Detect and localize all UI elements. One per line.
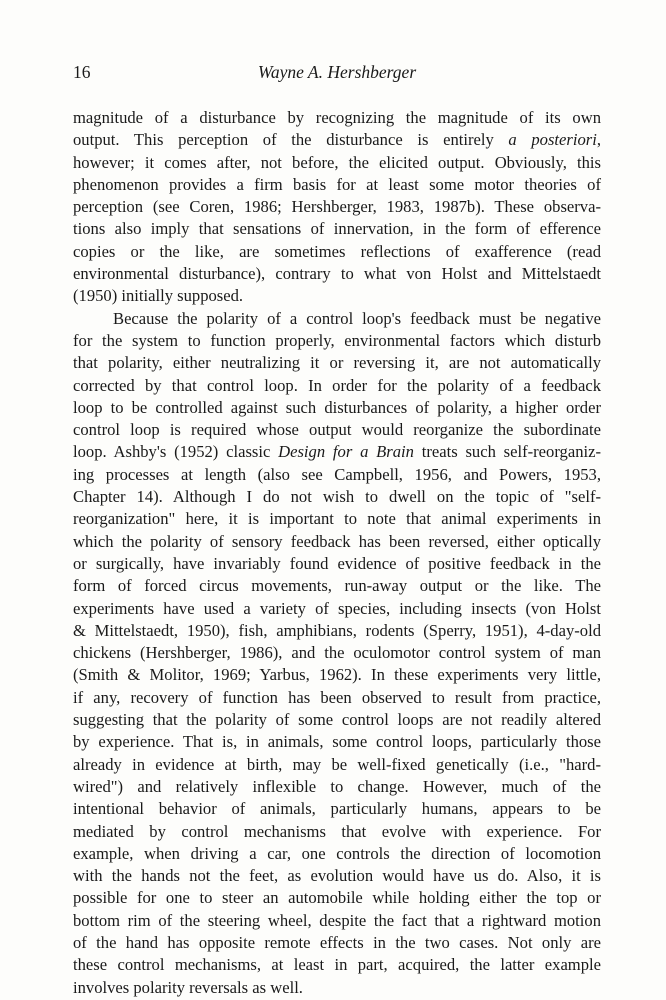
text-line: by experience. That is, in animals, some control loops, particularly those — [73, 732, 601, 752]
text-line: magnitude of a disturbance by recognizing the magnitude of its own — [73, 108, 601, 127]
text-line: loop to be controlled against such disturbances of polarity, a higher order — [73, 397, 601, 417]
body-text — [73, 107, 601, 999]
text-line: involves polarity reversals as well. — [73, 977, 303, 997]
text-line: however; it comes after, not before, the elicited output. Obviously, this — [73, 152, 601, 172]
italic-title: a posteriori — [508, 130, 597, 150]
text-line: control loop is required whose output would reorganize the subordinate — [73, 420, 601, 440]
text-line: ing processes at length (also see Campbell, 1956, and Powers, 1953, — [73, 464, 601, 484]
text-line: (1950) initially supposed. — [73, 286, 244, 306]
text-line: & Mittelstaedt, 1950), fish, amphibians, rodents (Sperry, 1951), 4-day-old — [73, 620, 601, 640]
text-line: which the polarity of sensory feedback has been reversed, either optically — [73, 531, 601, 551]
text-line: corrected by that control loop. In order for the polarity of a feedback — [73, 375, 601, 395]
text-line: suggesting that the polarity of some control loops are not readily altered — [73, 710, 601, 730]
text-line: possible for one to steer an automobile while holding either the top or — [73, 888, 601, 908]
text-line: output. This perception of the disturbance is entirely a posteriori, — [73, 130, 601, 150]
text-line: experiments have used a variety of species, including insects (von Holst — [73, 598, 601, 618]
text-line: wired") and relatively inflexible to change. However, much of the — [73, 776, 601, 796]
text-line: (Smith & Molitor, 1969; Yarbus, 1962). In these experiments very little, — [73, 665, 601, 685]
text-line: or surgically, have invariably found evidence of positive feedback in the — [73, 553, 601, 573]
text-line: already in evidence at birth, may be well-fixed genetically (i.e., "hard- — [73, 754, 601, 774]
page-number: 16 — [73, 62, 91, 82]
text-line: example, when driving a car, one controls the direction of locomotion — [73, 843, 601, 863]
text-line: of the hand has opposite remote effects in the two cases. Not only are — [73, 932, 601, 952]
running-head: Wayne A. Hershberger — [257, 62, 417, 82]
text-line: intentional behavior of animals, particularly humans, appears to be — [73, 799, 601, 819]
text-line: Chapter 14). Although I do not wish to dwell on the topic of "self- — [73, 487, 601, 507]
text-line: for the system to function properly, environmental factors which disturb — [73, 330, 601, 350]
text-line: form of forced circus movements, run-away output or the like. The — [73, 576, 601, 596]
paragraph — [73, 308, 601, 999]
text-line: tions also imply that sensations of innervation, in the form of efference — [73, 219, 601, 239]
text-line: reorganization" here, it is important to note that animal experiments in — [73, 509, 601, 529]
text-line: environmental disturbance), contrary to what von Holst and Mittelstaedt — [73, 264, 601, 284]
text-line: bottom rim of the steering wheel, despite the fact that a rightward motion — [73, 910, 601, 930]
text-line: chickens (Hershberger, 1986), and the oculomotor control system of man — [73, 643, 601, 663]
italic-title: Design for a Brain — [278, 442, 414, 462]
text-line: if any, recovery of function has been observed to result from practice, — [73, 687, 601, 707]
text-line: perception (see Coren, 1986; Hershberger, 1983, 1987b). These observa- — [73, 197, 601, 217]
text-line: loop. Ashby's (1952) classic Design for a Brain treats such self-reorganiz- — [73, 442, 602, 462]
text-line: copies or the like, are sometimes reflections of exafference (read — [73, 241, 601, 261]
text-line: Because the polarity of a control loop's feedback must be negative — [113, 308, 601, 328]
text-line: phenomenon provides a firm basis for at least some motor theories of — [73, 174, 601, 194]
text-line: mediated by control mechanisms that evolve with experience. For — [73, 821, 601, 841]
paragraph — [73, 107, 601, 308]
page-header — [73, 62, 601, 88]
text-line: these control mechanisms, at least in part, acquired, the latter example — [73, 955, 601, 975]
text-line: with the hands not the feet, as evolution would have us do. Also, it is — [73, 866, 601, 886]
text-line: that polarity, either neutralizing it or reversing it, are not automatically — [73, 353, 601, 373]
